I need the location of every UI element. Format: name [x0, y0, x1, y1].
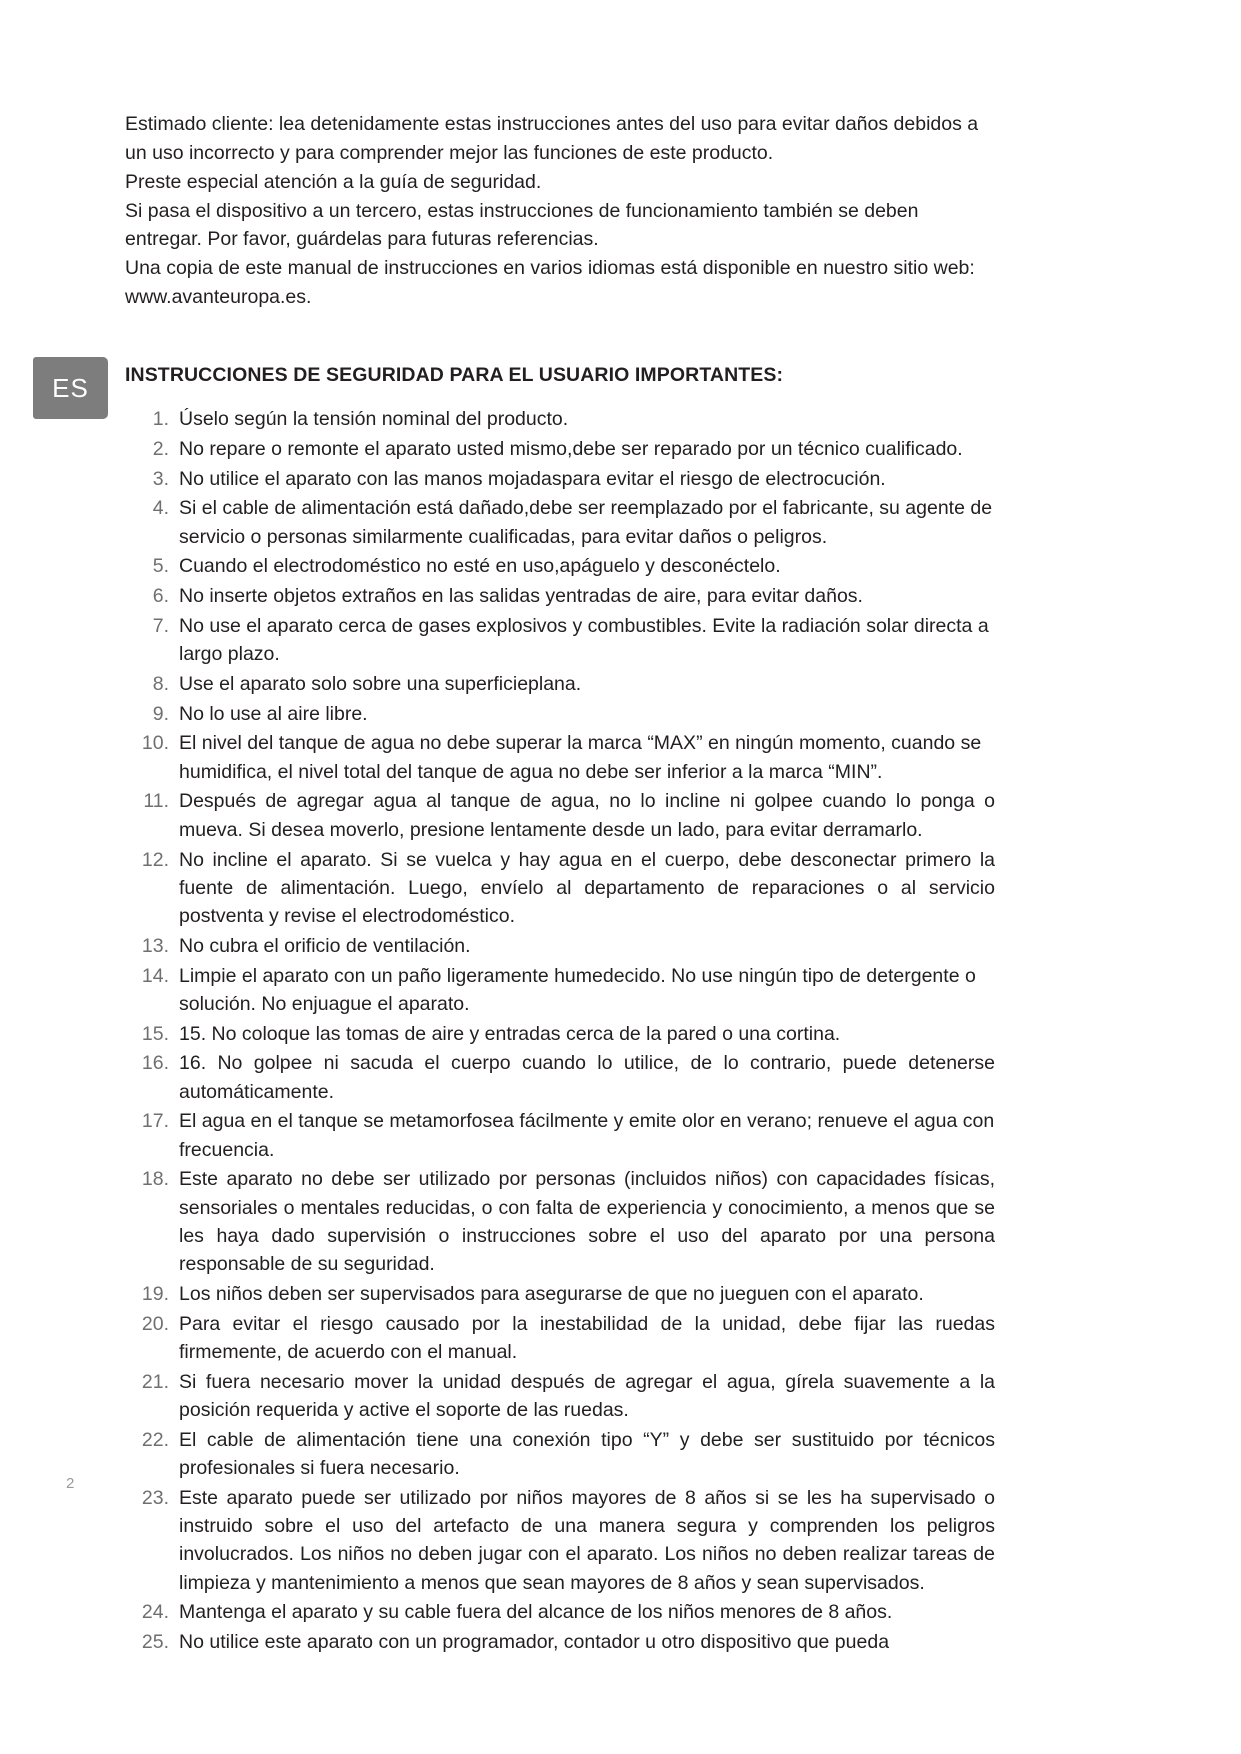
intro-paragraph-3: Si pasa el dispositivo a un tercero, estas instrucciones de funcionamiento también se deben entregar. Por favor, guárdelas para futuras referencias.: [125, 199, 919, 251]
list-item: Limpie el aparato con un paño ligeramente humedecido. No use ningún tipo de detergente o solución. No enjuague el aparato.: [179, 964, 976, 1015]
list-item: Mantenga el aparato y su cable fuera del alcance de los niños menores de 8 años.: [179, 1601, 893, 1624]
list-item: El nivel del tanque de agua no debe superar la marca “MAX” en ningún momento, cuando se humidifica, el nivel total del tanque de agua no debe ser inferior a la marca “MIN”.: [179, 732, 982, 783]
page-content: [125, 110, 995, 1658]
language-tab: [33, 357, 108, 419]
intro-paragraph-4: Una copia de este manual de instrucciones en varios idiomas está disponible en nuestro sitio web: www.avanteuropa.es.: [125, 257, 975, 309]
section-heading: INSTRUCCIONES DE SEGURIDAD PARA EL USUARIO IMPORTANTES:: [125, 364, 784, 387]
list-item: No lo use al aire libre.: [179, 702, 368, 725]
list-item: Después de agregar agua al tanque de agua, no lo incline ni golpee cuando lo ponga o mueva. Si desea moverlo, presione lentamente desde un lado, para evitar derramarlo.: [179, 790, 995, 841]
list-item: Para evitar el riesgo causado por la inestabilidad de la unidad, debe fijar las ruedas firmemente, de acuerdo con el manual.: [179, 1312, 995, 1364]
list-item: No use el aparato cerca de gases explosivos y combustibles. Evite la radiación solar directa a largo plazo.: [179, 614, 989, 666]
list-item: Este aparato no debe ser utilizado por personas (incluidos niños) con capacidades físicas, sensoriales o mentales reducidas, o con falta de experiencia y conocimiento, a menos que se les haya dado supervisión o instrucciones sobre el uso del aparato por una persona responsable de su seguridad.: [179, 1168, 995, 1276]
list-item: No incline el aparato. Si se vuelca y hay agua en el cuerpo, debe desconectar primero la fuente de alimentación. Luego, envíelo al departamento de reparaciones o al servicio postventa y revise el electrodoméstico.: [179, 848, 995, 928]
page-number: 2: [66, 1475, 75, 1492]
list-item: Úselo según la tensión nominal del producto.: [179, 408, 569, 431]
list-item: No utilice el aparato con las manos mojadaspara evitar el riesgo de electrocución.: [179, 467, 886, 490]
intro-paragraph-1: Estimado cliente: lea detenidamente estas instrucciones antes del uso para evitar daños debidos a un uso incorrecto y para comprender mejor las funciones de este producto.: [125, 113, 979, 164]
list-item: 16. No golpee ni sacuda el cuerpo cuando lo utilice, de lo contrario, puede detenerse automáticamente.: [179, 1052, 995, 1103]
list-item: 15. No coloque las tomas de aire y entradas cerca de la pared o una cortina.: [179, 1022, 841, 1045]
list-item: Si fuera necesario mover la unidad después de agregar el agua, gírela suavemente a la posición requerida y active el soporte de las ruedas.: [179, 1370, 995, 1422]
list-item: No utilice este aparato con un programador, contador u otro dispositivo que pueda: [179, 1631, 890, 1654]
list-item: No repare o remonte el aparato usted mismo,debe ser reparado por un técnico cualificado.: [179, 437, 963, 460]
language-tab-label: ES: [52, 372, 89, 403]
list-item: No cubra el orificio de ventilación.: [179, 934, 471, 957]
list-item: Si el cable de alimentación está dañado,debe ser reemplazado por el fabricante, su agente de servicio o personas similarmente cualificadas, para evitar daños o peligros.: [179, 497, 993, 548]
intro-block: [125, 110, 995, 312]
list-item: Cuando el electrodoméstico no esté en uso,apáguelo y desconéctelo.: [179, 555, 781, 578]
list-item: No inserte objetos extraños en las salidas yentradas de aire, para evitar daños.: [179, 585, 863, 608]
list-item: El agua en el tanque se metamorfosea fácilmente y emite olor en verano; renueve el agua con frecuencia.: [179, 1110, 995, 1161]
list-item: Este aparato puede ser utilizado por niños mayores de 8 años si se les ha supervisado o instruido sobre el uso del artefacto de una manera segura y comprenden los peligros involucrados. Los niños no deben jugar con el aparato. Los niños no deben realizar tareas de limpieza y mantenimiento a menos que sean mayores de 8 años y sean supervisados.: [179, 1486, 995, 1594]
list-item: Los niños deben ser supervisados para asegurarse de que no jueguen con el aparato.: [179, 1282, 924, 1305]
intro-paragraph-2: Preste especial atención a la guía de seguridad.: [125, 170, 542, 193]
safety-instructions-list: [125, 405, 995, 1656]
list-item: El cable de alimentación tiene una conexión tipo “Y” y debe ser sustituido por técnicos profesionales si fuera necesario.: [179, 1428, 995, 1480]
list-item: Use el aparato solo sobre una superficieplana.: [179, 672, 582, 695]
